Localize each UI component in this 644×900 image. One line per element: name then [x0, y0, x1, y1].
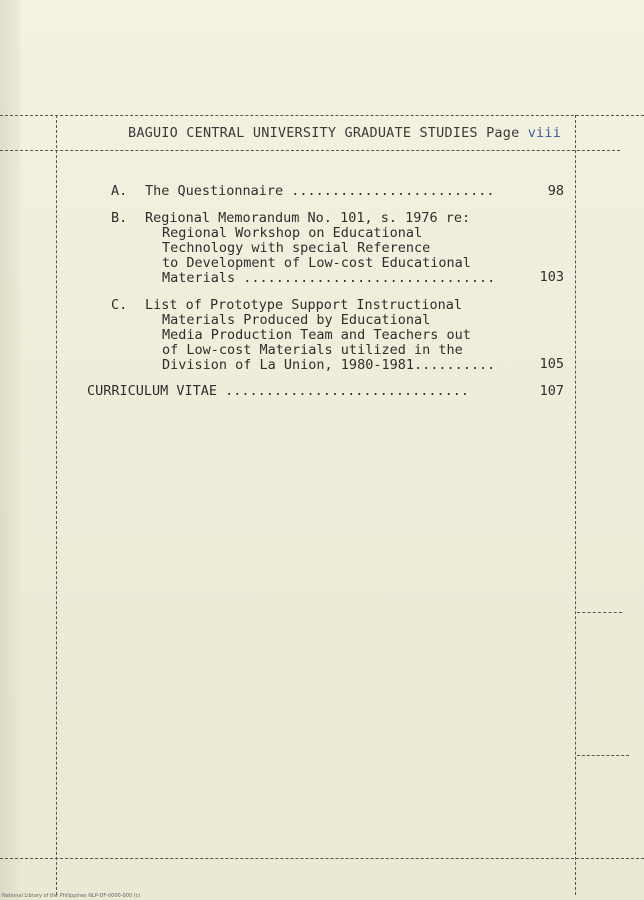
left-margin-rule: [56, 115, 57, 895]
top-rule: [0, 115, 644, 116]
scan-shadow: [0, 0, 20, 900]
archive-footer: National Library of the Philippines NLP-DF-0000-000 (c): [2, 893, 141, 899]
toc-curriculum-vitae: CURRICULUM VITAE ..............................: [87, 383, 470, 399]
toc-item-b-line-2: Regional Workshop on Educational: [162, 225, 423, 241]
toc-item-c-line-3: Media Production Team and Teachers out: [162, 327, 471, 343]
right-tab-rule-1: [577, 612, 622, 613]
page-header: [128, 125, 561, 141]
toc-item-c-line-5: Division of La Union, 1980-1981..........: [162, 357, 496, 373]
toc-item-b-line-5: Materials ...............................: [162, 270, 496, 286]
right-tab-rule-2: [577, 755, 629, 756]
header-title: BAGUIO CENTRAL UNIVERSITY GRADUATE STUDIES: [128, 125, 478, 141]
toc-item-c-line-4: of Low-cost Materials utilized in the: [162, 342, 463, 358]
toc-curriculum-vitae-page: 107: [539, 383, 564, 399]
toc-item-a-page: 98: [547, 183, 564, 199]
toc-item-b-line-1: Regional Memorandum No. 101, s. 1976 re:: [145, 210, 471, 226]
toc-item-c-page: 105: [539, 356, 564, 372]
toc-item-c-letter: C.: [111, 297, 128, 313]
toc-item-a-line-1: The Questionnaire .........................: [145, 183, 495, 199]
header-page-number: viii: [527, 125, 562, 141]
toc-item-b-letter: B.: [111, 210, 128, 226]
right-margin-rule: [575, 115, 576, 895]
toc-item-b-line-3: Technology with special Reference: [162, 240, 431, 256]
toc-item-b-line-4: to Development of Low-cost Educational: [162, 255, 471, 271]
bottom-rule: [0, 858, 644, 859]
toc-item-c-line-2: Materials Produced by Educational: [162, 312, 431, 328]
toc-item-c-line-1: List of Prototype Support Instructional: [145, 297, 462, 313]
toc-item-a-letter: A.: [111, 183, 128, 199]
header-rule: [0, 150, 620, 151]
header-page-label: Page: [486, 125, 520, 141]
toc-item-b-page: 103: [539, 269, 564, 285]
